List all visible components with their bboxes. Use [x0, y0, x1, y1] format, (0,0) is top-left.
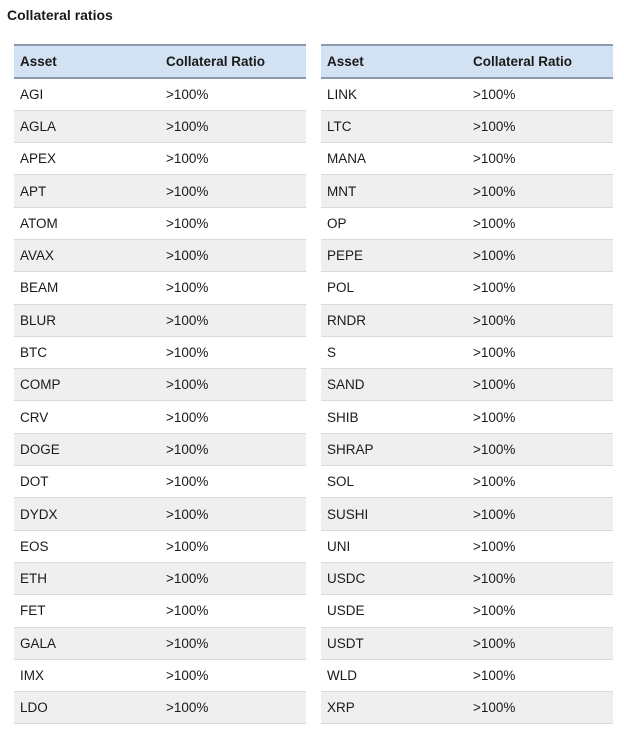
page-title: Collateral ratios	[7, 7, 113, 23]
asset-cell: DOGE	[14, 433, 160, 465]
collateral-ratio-cell: >100%	[467, 110, 613, 142]
collateral-ratio-cell: >100%	[467, 433, 613, 465]
asset-cell: XRP	[321, 692, 467, 724]
table-row	[321, 304, 613, 336]
collateral-ratio-cell: >100%	[467, 595, 613, 627]
table-row	[321, 175, 613, 207]
collateral-ratio-cell: >100%	[160, 336, 306, 368]
asset-cell: DYDX	[14, 498, 160, 530]
table-row	[14, 143, 306, 175]
table-row	[14, 627, 306, 659]
collateral-ratio-cell: >100%	[160, 530, 306, 562]
collateral-ratio-cell: >100%	[467, 78, 613, 110]
table-row	[321, 562, 613, 594]
table-row	[14, 401, 306, 433]
collateral-ratio-cell: >100%	[160, 78, 306, 110]
table-row	[321, 595, 613, 627]
asset-cell: COMP	[14, 369, 160, 401]
collateral-ratio-cell: >100%	[467, 562, 613, 594]
asset-cell: APT	[14, 175, 160, 207]
asset-cell: RNDR	[321, 304, 467, 336]
collateral-ratio-cell: >100%	[160, 562, 306, 594]
table-row	[321, 369, 613, 401]
asset-cell: SHIB	[321, 401, 467, 433]
table-row	[14, 78, 306, 110]
collateral-ratio-cell: >100%	[467, 401, 613, 433]
table-row	[321, 110, 613, 142]
table-row	[321, 627, 613, 659]
collateral-ratio-cell: >100%	[160, 272, 306, 304]
asset-cell: USDT	[321, 627, 467, 659]
asset-cell: MNT	[321, 175, 467, 207]
collateral-ratio-cell: >100%	[160, 239, 306, 271]
table-row	[321, 239, 613, 271]
table-row	[321, 336, 613, 368]
table-row	[321, 401, 613, 433]
collateral-ratio-cell: >100%	[160, 659, 306, 691]
collateral-ratio-column-header: Collateral Ratio	[160, 45, 306, 78]
table-row	[14, 530, 306, 562]
table-row	[14, 110, 306, 142]
asset-cell: MANA	[321, 143, 467, 175]
asset-cell: LDO	[14, 692, 160, 724]
collateral-ratio-cell: >100%	[467, 466, 613, 498]
asset-cell: LINK	[321, 78, 467, 110]
asset-cell: BTC	[14, 336, 160, 368]
collateral-ratio-cell: >100%	[467, 175, 613, 207]
asset-cell: BLUR	[14, 304, 160, 336]
left-collateral-table	[14, 44, 306, 724]
collateral-ratio-cell: >100%	[467, 627, 613, 659]
collateral-ratio-cell: >100%	[160, 692, 306, 724]
collateral-ratio-cell: >100%	[467, 143, 613, 175]
table-row	[321, 207, 613, 239]
table-row	[14, 304, 306, 336]
collateral-ratio-cell: >100%	[160, 433, 306, 465]
asset-cell: UNI	[321, 530, 467, 562]
table-row	[14, 369, 306, 401]
collateral-ratio-cell: >100%	[160, 110, 306, 142]
collateral-ratio-cell: >100%	[467, 530, 613, 562]
collateral-ratio-cell: >100%	[160, 401, 306, 433]
asset-cell: USDE	[321, 595, 467, 627]
collateral-ratio-cell: >100%	[160, 304, 306, 336]
table-row	[14, 207, 306, 239]
collateral-ratio-cell: >100%	[160, 466, 306, 498]
collateral-ratio-cell: >100%	[467, 272, 613, 304]
asset-cell: BEAM	[14, 272, 160, 304]
collateral-ratio-cell: >100%	[467, 336, 613, 368]
collateral-ratio-cell: >100%	[160, 627, 306, 659]
table-row	[321, 433, 613, 465]
asset-cell: ETH	[14, 562, 160, 594]
asset-cell: AGLA	[14, 110, 160, 142]
asset-cell: SAND	[321, 369, 467, 401]
asset-cell: EOS	[14, 530, 160, 562]
table-row	[321, 272, 613, 304]
asset-cell: DOT	[14, 466, 160, 498]
collateral-ratio-cell: >100%	[467, 369, 613, 401]
table-row	[321, 498, 613, 530]
table-row	[14, 466, 306, 498]
asset-cell: USDC	[321, 562, 467, 594]
table-row	[14, 595, 306, 627]
table-row	[321, 466, 613, 498]
asset-cell: ATOM	[14, 207, 160, 239]
table-row	[14, 336, 306, 368]
asset-cell: AGI	[14, 78, 160, 110]
asset-cell: LTC	[321, 110, 467, 142]
collateral-ratio-cell: >100%	[160, 175, 306, 207]
table-row	[14, 272, 306, 304]
table-row	[14, 659, 306, 691]
asset-cell: IMX	[14, 659, 160, 691]
table-row	[321, 143, 613, 175]
table-row	[321, 530, 613, 562]
collateral-ratio-cell: >100%	[467, 692, 613, 724]
collateral-ratio-cell: >100%	[467, 304, 613, 336]
tables-container	[14, 44, 613, 724]
asset-cell: SHRAP	[321, 433, 467, 465]
asset-cell: PEPE	[321, 239, 467, 271]
table-header-row	[14, 45, 306, 78]
asset-cell: APEX	[14, 143, 160, 175]
table-row	[14, 692, 306, 724]
collateral-ratio-cell: >100%	[160, 207, 306, 239]
asset-column-header: Asset	[14, 45, 160, 78]
table-row	[14, 239, 306, 271]
asset-cell: SOL	[321, 466, 467, 498]
asset-cell: CRV	[14, 401, 160, 433]
collateral-ratio-cell: >100%	[467, 659, 613, 691]
table-row	[14, 498, 306, 530]
asset-cell: SUSHI	[321, 498, 467, 530]
table-row	[321, 692, 613, 724]
collateral-ratio-cell: >100%	[160, 143, 306, 175]
asset-cell: FET	[14, 595, 160, 627]
collateral-ratio-cell: >100%	[467, 239, 613, 271]
asset-column-header: Asset	[321, 45, 467, 78]
asset-cell: WLD	[321, 659, 467, 691]
table-header-row	[321, 45, 613, 78]
collateral-ratio-cell: >100%	[467, 207, 613, 239]
table-row	[321, 78, 613, 110]
asset-cell: AVAX	[14, 239, 160, 271]
right-collateral-table	[321, 44, 613, 724]
table-row	[14, 175, 306, 207]
asset-cell: POL	[321, 272, 467, 304]
table-row	[14, 562, 306, 594]
collateral-ratio-column-header: Collateral Ratio	[467, 45, 613, 78]
asset-cell: GALA	[14, 627, 160, 659]
asset-cell: S	[321, 336, 467, 368]
collateral-ratio-cell: >100%	[467, 498, 613, 530]
table-row	[321, 659, 613, 691]
collateral-ratio-cell: >100%	[160, 595, 306, 627]
table-row	[14, 433, 306, 465]
collateral-ratio-cell: >100%	[160, 369, 306, 401]
collateral-ratio-cell: >100%	[160, 498, 306, 530]
asset-cell: OP	[321, 207, 467, 239]
